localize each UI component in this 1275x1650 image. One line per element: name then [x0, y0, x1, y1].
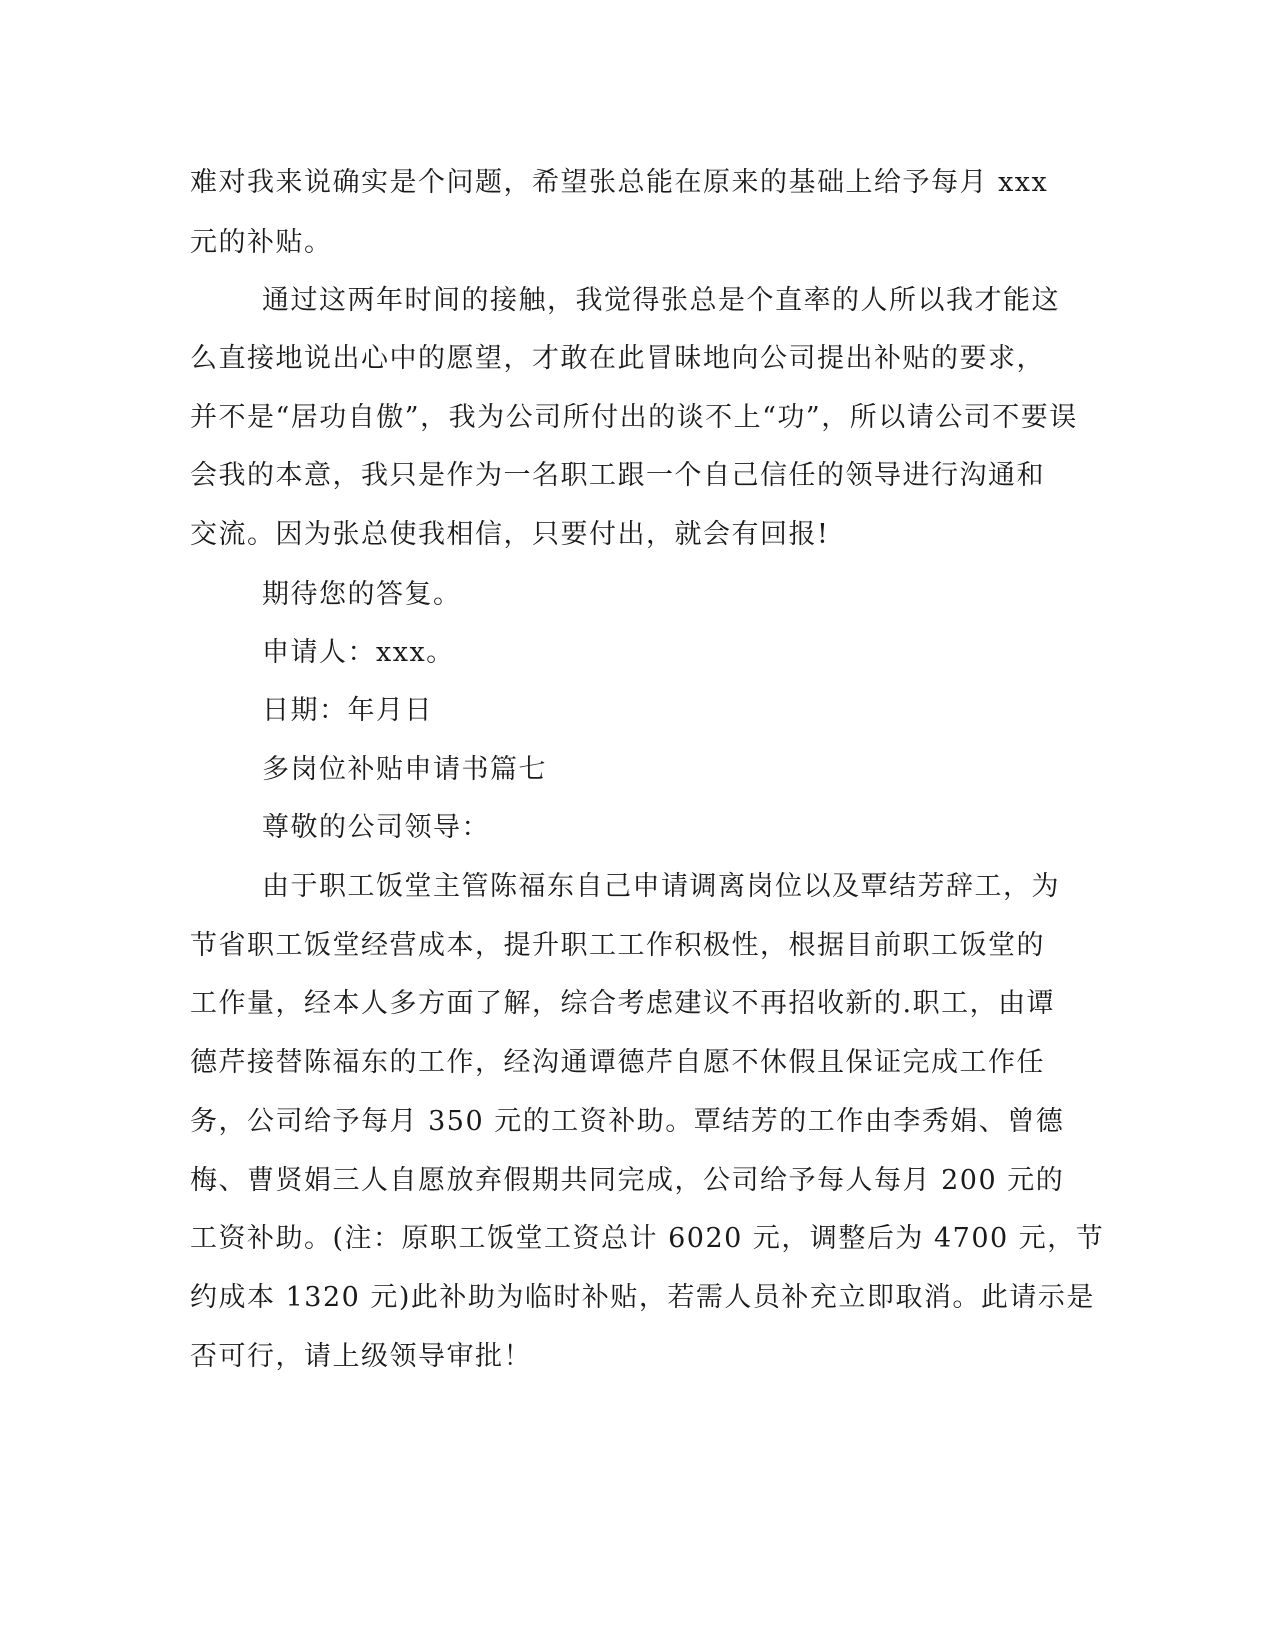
text-line: 务，公司给予每月 350 元的工资补助。覃结芳的工作由李秀娟、曾德 [190, 1106, 1065, 1137]
text-line: 节省职工饭堂经营成本，提升职工工作积极性，根据目前职工饭堂的 [190, 930, 1045, 961]
section-title: 多岗位补贴申请书篇七 [262, 754, 547, 785]
text-line: 约成本 1320 元)此补助为临时补贴，若需人员补充立即取消。此请示是 [190, 1282, 1095, 1313]
date-line: 日期：年月日 [262, 695, 433, 726]
paragraph-start: 通过这两年时间的接触，我觉得张总是个直率的人所以我才能这 [262, 285, 1060, 316]
paragraph-start: 由于职工饭堂主管陈福东自己申请调离岗位以及覃结芳辞工，为 [262, 871, 1060, 902]
text-line: 工作量，经本人多方面了解，综合考虑建议不再招收新的.职工，由谭 [190, 988, 1056, 1019]
text-line: 并不是“居功自傲”，我为公司所付出的谈不上“功”，所以请公司不要误 [190, 402, 1078, 433]
text-line: 德芹接替陈福东的工作，经沟通谭德芹自愿不休假且保证完成工作任 [190, 1047, 1045, 1078]
salutation: 尊敬的公司领导： [262, 812, 490, 843]
text-line: 梅、曹贤娟三人自愿放弃假期共同完成，公司给予每人每月 200 元的 [190, 1165, 1065, 1196]
text-line: 难对我来说确实是个问题，希望张总能在原来的基础上给予每月 xxx [190, 167, 1049, 198]
text-line: 工资补助。(注：原职工饭堂工资总计 6020 元，调整后为 4700 元，节 [190, 1223, 1105, 1254]
text-line: 么直接地说出心中的愿望，才敢在此冒昧地向公司提出补贴的要求， [190, 343, 1045, 374]
closing-line: 期待您的答复。 [262, 579, 462, 610]
applicant-line: 申请人：xxx。 [262, 637, 455, 668]
text-line: 会我的本意，我只是作为一名职工跟一个自己信任的领导进行沟通和 [190, 460, 1045, 491]
text-line: 元的补贴。 [190, 227, 333, 258]
text-line: 否可行，请上级领导审批！ [190, 1341, 532, 1372]
text-line: 交流。因为张总使我相信，只要付出，就会有回报! [190, 519, 830, 550]
